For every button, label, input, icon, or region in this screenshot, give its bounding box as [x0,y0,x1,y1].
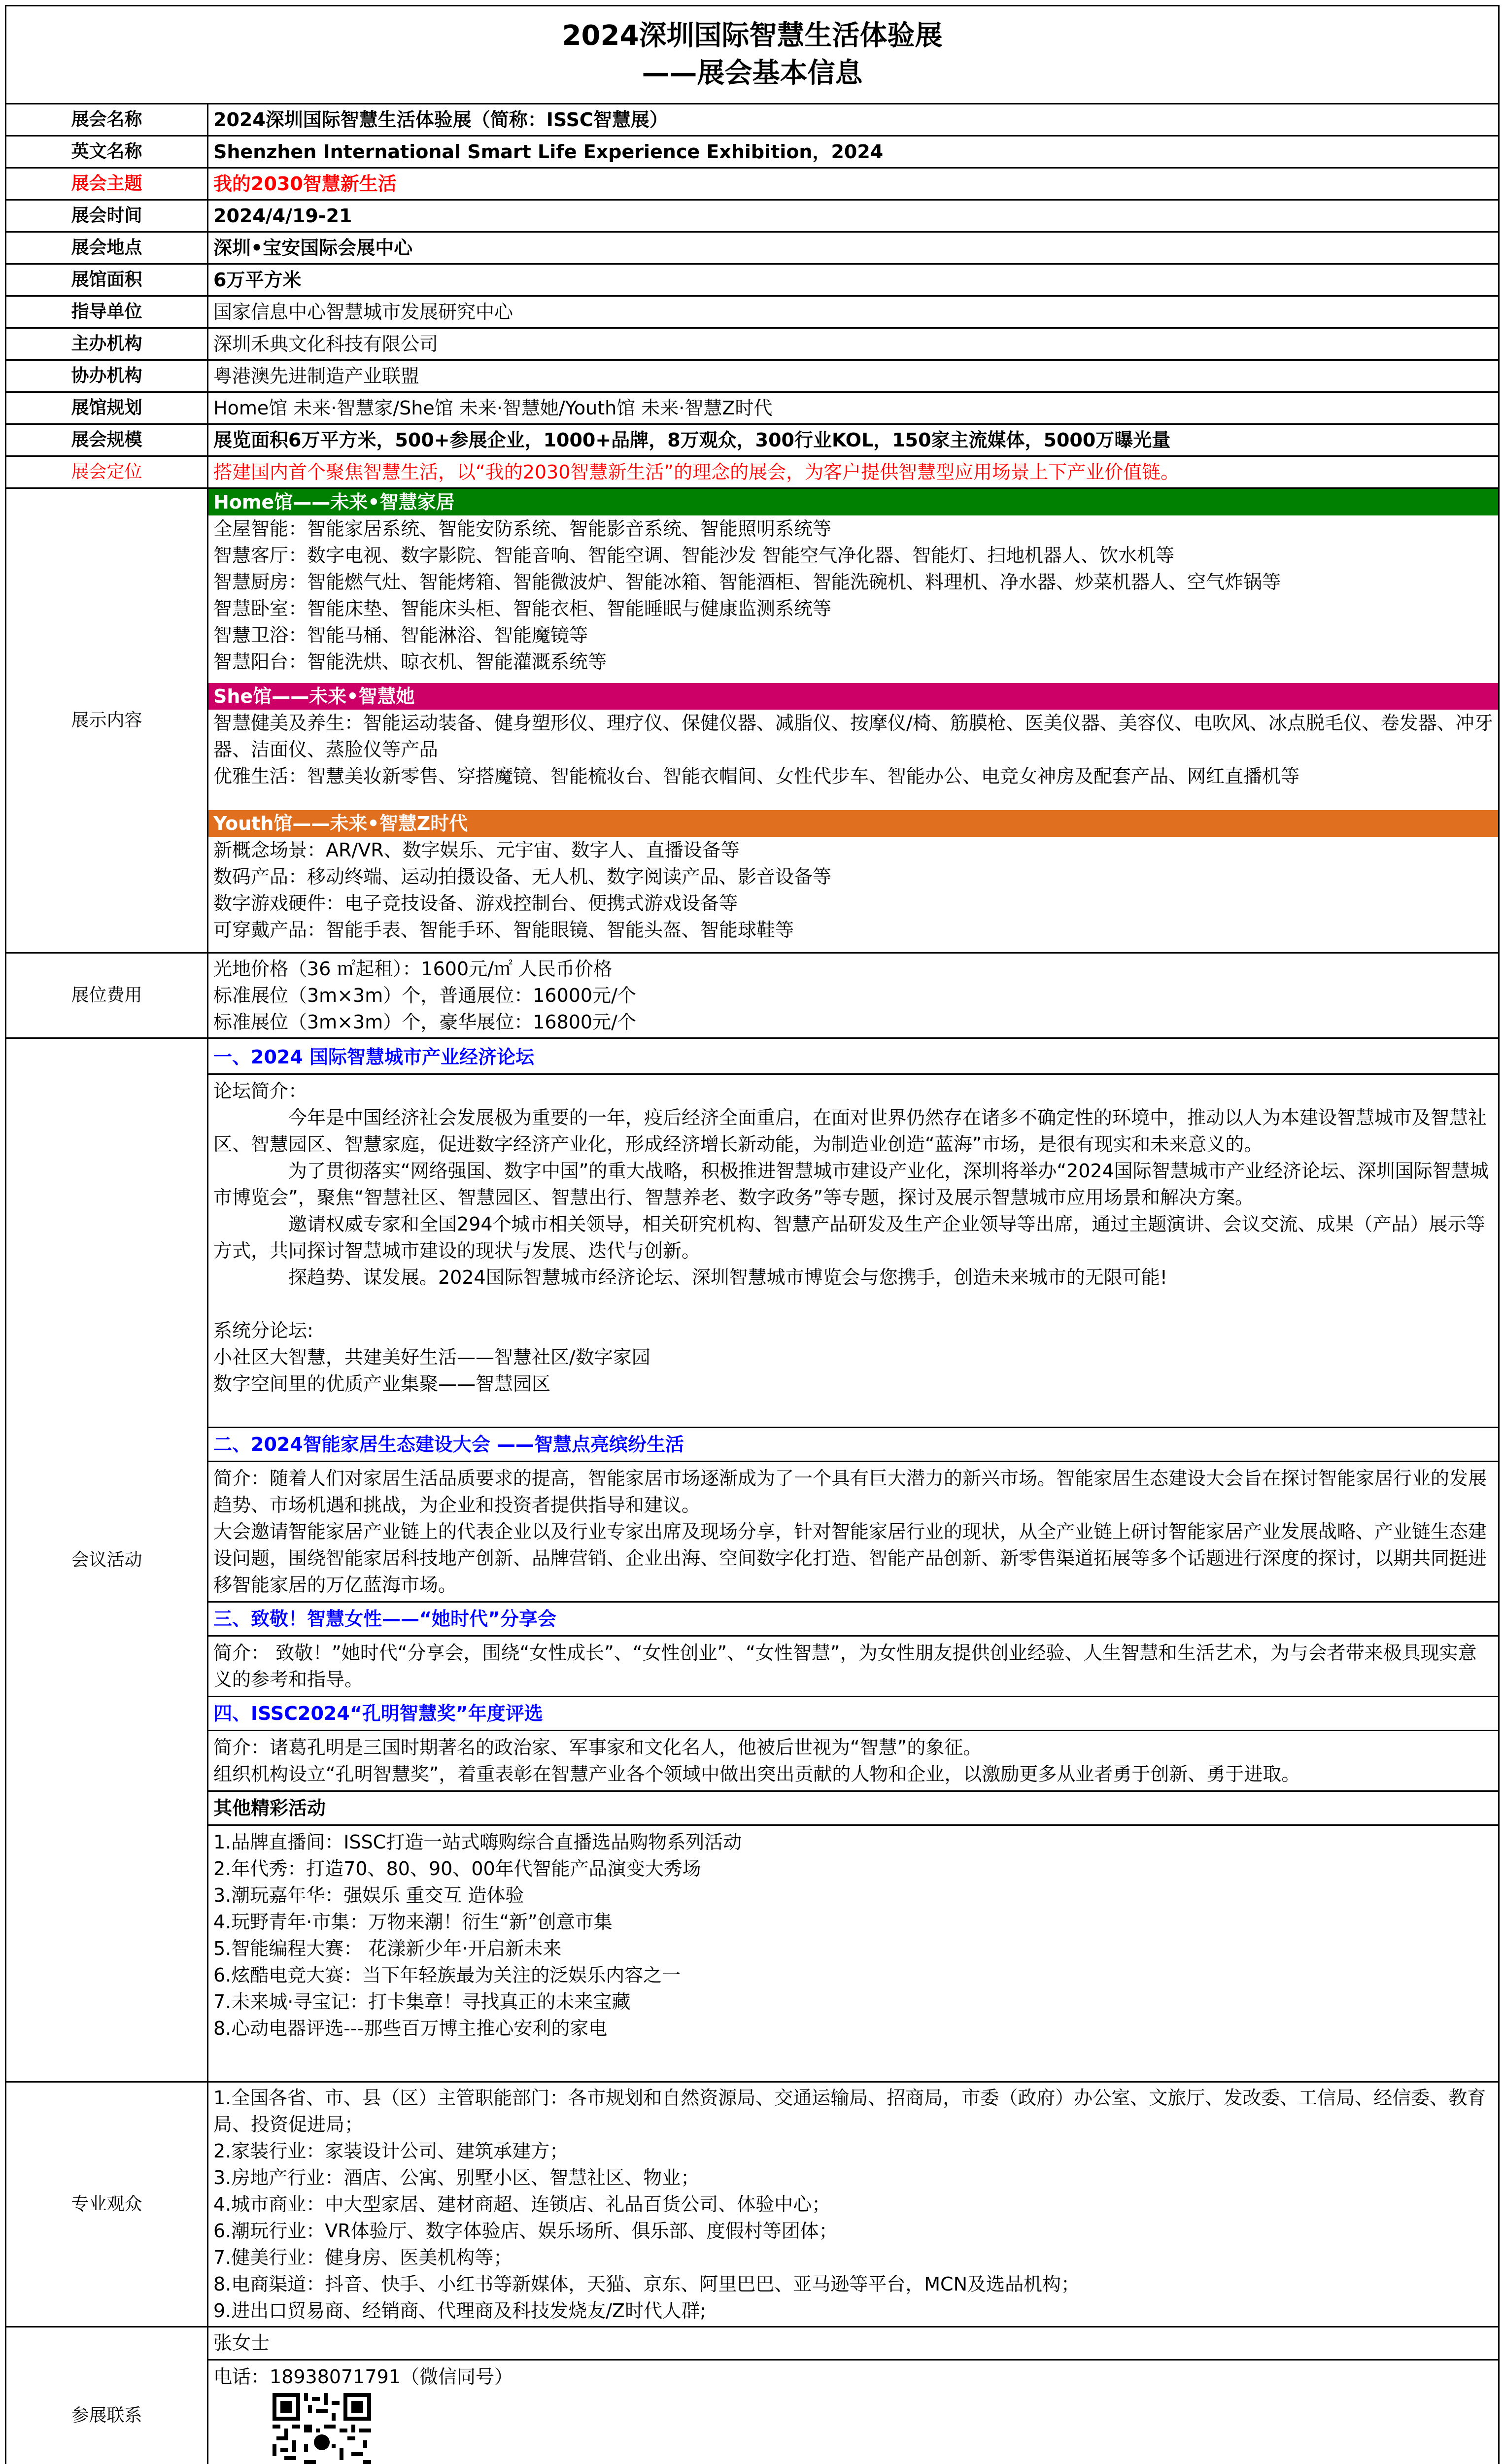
activity-item: 5.智能编程大赛： 花漾新少年·开启新未来 [213,1938,562,1959]
paragraph: 今年是中国经济社会发展极为重要的一年，疫后经济全面重启，在面对世界仍然存在诸多不确定性的环境中，推动以人为本建设智慧城市及智慧社区、智慧园区、智慧家庭，促进数字经济产业化，形成经济增长新动能，为制造业创造“蓝海”市场，是很有现实和未来意义的。 [213,1107,1487,1155]
row-label: 主办机构 [6,328,208,360]
she-hall-header: She馆——未来•智慧她 [208,683,1498,710]
paragraph: 简介：随着人们对家居生活品质要求的提高，智能家居市场逐渐成为了一个具有巨大潜力的新兴市场。智能家居生态建设大会旨在探讨智能家居行业的发展趋势、市场机遇和挑战，为企业和投资者提供指导和建议。 [213,1468,1487,1516]
audience-item: 6.潮玩行业：VR体验厅、数字体验店、娱乐场所、俱乐部、度假村等团体； [213,2220,838,2242]
info-sheet [5,5,1498,2464]
row-theme [6,168,1499,200]
row-label: 协办机构 [6,360,208,392]
audience-content [208,2082,1499,2327]
fee-item: 标准展位（3m×3m）个，普通展位：16000元/个 [213,985,636,1006]
women-sharing-title: 三、致敬！智慧女性——“她时代”分享会 [213,1608,556,1630]
row-value: 深圳禾典文化科技有限公司 [208,328,1499,360]
row-label: 展会主题 [6,168,208,200]
list-item: 新概念场景：AR/VR、数字娱乐、元宇宙、数字人、直播设备等 [213,839,740,861]
paragraph: 简介： 致敬！”她时代“分享会，围绕“女性成长”、“女性创业”、“女性智慧”，为女性朋友提供创业经验、人生智慧和生活艺术，为与会者带来极具现实意义的参考和指导。 [213,1642,1477,1690]
row-contact [6,2327,1499,2464]
audience-item: 2.家装行业：家装设计公司、建筑承建方； [213,2140,569,2162]
activity-item: 1.品牌直播间：ISSC打造一站式嗨购综合直播选品购物系列活动 [213,1831,742,1853]
audience-item: 1.全国各省、市、县（区）主管职能部门：各市规划和自然资源局、交通运输局、招商局，市委（政府）办公室、文旅厅、发改委、工信局、经信委、教育局、投资促进局； [213,2087,1486,2135]
row-value: 展览面积6万平方米，500+参展企业，1000+品牌，8万观众，300行业KOL，150家主流媒体，5000万曝光量 [208,424,1499,456]
list-item: 优雅生活：智慧美妆新零售、穿搭魔镜、智能梳妆台、智能衣帽间、女性代步车、智能办公、电竞女神房及配套产品、网红直播机等 [213,765,1300,787]
row-scale [6,424,1499,456]
row-positioning [6,456,1499,488]
row-value: 2024/4/19-21 [208,200,1499,232]
row-name [6,104,1499,136]
row-label: 展位费用 [6,953,208,1038]
forum-intro-label: 论坛简介： [213,1080,307,1102]
youth-hall-header: Youth馆——未来•智慧Z时代 [208,810,1498,837]
row-value: 搭建国内首个聚焦智慧生活，以“我的2030智慧新生活”的理念的展会，为客户提供智慧型应用场景上下产业价值链。 [208,456,1499,488]
row-value: 深圳•宝安国际会展中心 [208,232,1499,264]
row-meetings [6,1038,1499,2082]
audience-item: 9.进出口贸易商、经销商、代理商及科技发烧友/Z时代人群; [213,2300,706,2322]
title-line-2: ——展会基本信息 [642,57,863,89]
audience-item: 4.城市商业：中大型家居、建材商超、连锁店、礼品百货公司、体验中心； [213,2193,831,2215]
row-value: 我的2030智慧新生活 [208,168,1499,200]
sub-forum-label: 系统分论坛: [213,1320,313,1341]
row-label: 展馆规划 [6,392,208,424]
sheet-title [6,6,1499,104]
fee-item: 标准展位（3m×3m）个，豪华展位：16800元/个 [213,1011,636,1033]
paragraph: 邀请权威专家和全国294个城市相关领导，相关研究机构、智慧产品研发及生产企业领导等出席，通过主题演讲、会议交流、成果（产品）展示等方式，共同探讨智慧城市建设的现状与发展、迭代与创新。 [213,1213,1485,1262]
paragraph: 为了贯彻落实“网络强国、数字中国”的重大战略，积极推进智慧城市建设产业化，深圳将举办“2024国际智慧城市产业经济论坛、深圳国际智慧城市博览会”，聚焦“智慧社区、智慧园区、智慧出行、智慧养老、数字政务”等专题，探讨及展示智慧城市应用场景和解决方案。 [213,1160,1489,1208]
activity-item: 3.潮玩嘉年华：强娱乐 重交互 造体验 [213,1884,524,1906]
row-hall-plan [6,392,1499,424]
list-item: 智慧卧室：智能床垫、智能床头柜、智能衣柜、智能睡眠与健康监测系统等 [213,598,832,619]
row-label: 会议活动 [6,1038,208,2082]
paragraph: 探趋势、谋发展。2024国际智慧城市经济论坛、深圳智慧城市博览会与您携手，创造未来城市的无限可能! [288,1266,1167,1288]
activity-item: 6.炫酷电竞大赛：当下年轻族最为关注的泛娱乐内容之一 [213,1964,681,1986]
row-label: 展会定位 [6,456,208,488]
sub-forum-item: 小社区大智慧，共建美好生活——智慧社区/数字家园 [213,1346,650,1368]
list-item: 智慧阳台：智能洗烘、晾衣机、智能灌溉系统等 [213,651,607,673]
row-audience [6,2082,1499,2327]
list-item: 可穿戴产品：智能手表、智能手环、智能眼镜、智能头盔、智能球鞋等 [213,919,794,941]
row-label: 展会规模 [6,424,208,456]
row-exhibits [6,488,1499,953]
list-item: 智慧客厅：数字电视、数字影院、智能音响、智能空调、智能沙发 智能空气净化器、智能灯、扫地机器人、饮水机等 [213,545,1175,566]
row-label: 展会地点 [6,232,208,264]
contact-name: 张女士 [213,2332,270,2354]
wechat-qr-code [273,2393,371,2464]
row-value: Shenzhen International Smart Life Experience Exhibition，2024 [208,136,1499,168]
exhibits-content [208,488,1499,953]
row-venue [6,232,1499,264]
contact-content [208,2327,1499,2464]
row-value: 国家信息中心智慧城市发展研究中心 [208,296,1499,328]
paragraph: 大会邀请智能家居产业链上的代表企业以及行业专家出席及现场分享，针对智能家居行业的现状，从全产业链上研讨智能家居产业发展战略、产业链生态建设问题，围绕智能家居科技地产创新、品牌营销、企业出海、空间数字化打造、智能产品创新、新零售渠道拓展等多个话题进行深度的探讨，以期共同挺进移智能家居的万亿蓝海市场。 [213,1521,1487,1596]
list-item: 智慧卫浴：智能马桶、智能淋浴、智能魔镜等 [213,624,588,646]
row-value: 6万平方米 [208,264,1499,296]
forum-title: 一、2024 国际智慧城市产业经济论坛 [213,1046,534,1068]
row-time [6,200,1499,232]
fee-item: 光地价格（36 ㎡起租）：1600元/㎡ 人民币价格 [213,958,613,980]
row-english-name [6,136,1499,168]
paragraph: 简介：诸葛孔明是三国时期著名的政治家、军事家和文化名人，他被后世视为“智慧”的象征。 [213,1737,982,1758]
list-item: 智慧健美及养生：智能运动装备、健身塑形仪、理疗仪、保健仪器、减脂仪、按摩仪/椅、筋膜枪、医美仪器、美容仪、电吹风、冰点脱毛仪、卷发器、冲牙器、洁面仪、蒸脸仪等产品 [213,712,1493,760]
smart-home-conference-title: 二、2024智能家居生态建设大会 ——智慧点亮缤纷生活 [213,1434,684,1455]
audience-item: 8.电商渠道：抖音、快手、小红书等新媒体，天猫、京东、阿里巴巴、亚马逊等平台，MCN及选品机构； [213,2273,1080,2295]
row-label: 专业观众 [6,2082,208,2327]
row-area [6,264,1499,296]
row-label: 英文名称 [6,136,208,168]
row-organizer [6,328,1499,360]
contact-phone: 电话：18938071791（微信同号） [213,2366,513,2388]
row-co-organizer [6,360,1499,392]
row-value: 粤港澳先进制造产业联盟 [208,360,1499,392]
paragraph: 组织机构设立“孔明智慧奖”，着重表彰在智慧产业各个领域中做出突出贡献的人物和企业，以激励更多从业者勇于创新、勇于进取。 [213,1763,1300,1785]
list-item: 智慧厨房：智能燃气灶、智能烤箱、智能微波炉、智能冰箱、智能酒柜、智能洗碗机、料理机、净水器、炒菜机器人、空气炸锅等 [213,571,1281,593]
other-activities-title: 其他精彩活动 [213,1797,326,1819]
home-hall-header: Home馆——未来•智慧家居 [208,489,1498,515]
list-item: 数字游戏硬件：电子竞技设备、游戏控制台、便携式游戏设备等 [213,892,738,914]
row-label: 展馆面积 [6,264,208,296]
audience-item: 3.房地产行业：酒店、公寓、别墅小区、智慧社区、物业； [213,2167,700,2189]
exhibition-info-table [5,5,1500,2464]
row-label: 展会名称 [6,104,208,136]
list-item: 数码产品：移动终端、运动拍摄设备、无人机、数字阅读产品、影音设备等 [213,866,832,888]
row-label: 参展联系 [6,2327,208,2464]
row-label: 指导单位 [6,296,208,328]
list-item: 全屋智能：智能家居系统、智能安防系统、智能影音系统、智能照明系统等 [213,518,832,540]
row-guidance [6,296,1499,328]
title-line-1: 2024深圳国际智慧生活体验展 [562,20,943,52]
title-row [6,6,1499,104]
row-label: 展示内容 [6,488,208,953]
row-value: 2024深圳国际智慧生活体验展（简称：ISSC智慧展） [208,104,1499,136]
audience-item: 7.健美行业：健身房、医美机构等； [213,2247,512,2268]
activity-item: 8.心动电器评选---那些百万博主推心安利的家电 [213,2018,608,2039]
row-label: 展会时间 [6,200,208,232]
activity-item: 4.玩野青年·市集：万物来潮！衍生“新”创意市集 [213,1911,613,1933]
activity-item: 7.未来城·寻宝记：打卡集章！寻找真正的未来宝藏 [213,1991,631,2013]
row-fees [6,953,1499,1038]
sub-forum-item: 数字空间里的优质产业集聚——智慧园区 [213,1373,551,1395]
row-value: Home馆 未来·智慧家/She馆 未来·智慧她/Youth馆 未来·智慧Z时代 [208,392,1499,424]
fees-content [208,953,1499,1038]
activity-item: 2.年代秀：打造70、80、90、00年代智能产品演变大秀场 [213,1858,701,1880]
award-title: 四、ISSC2024“孔明智慧奖”年度评选 [213,1703,543,1724]
meetings-content [208,1038,1499,2082]
